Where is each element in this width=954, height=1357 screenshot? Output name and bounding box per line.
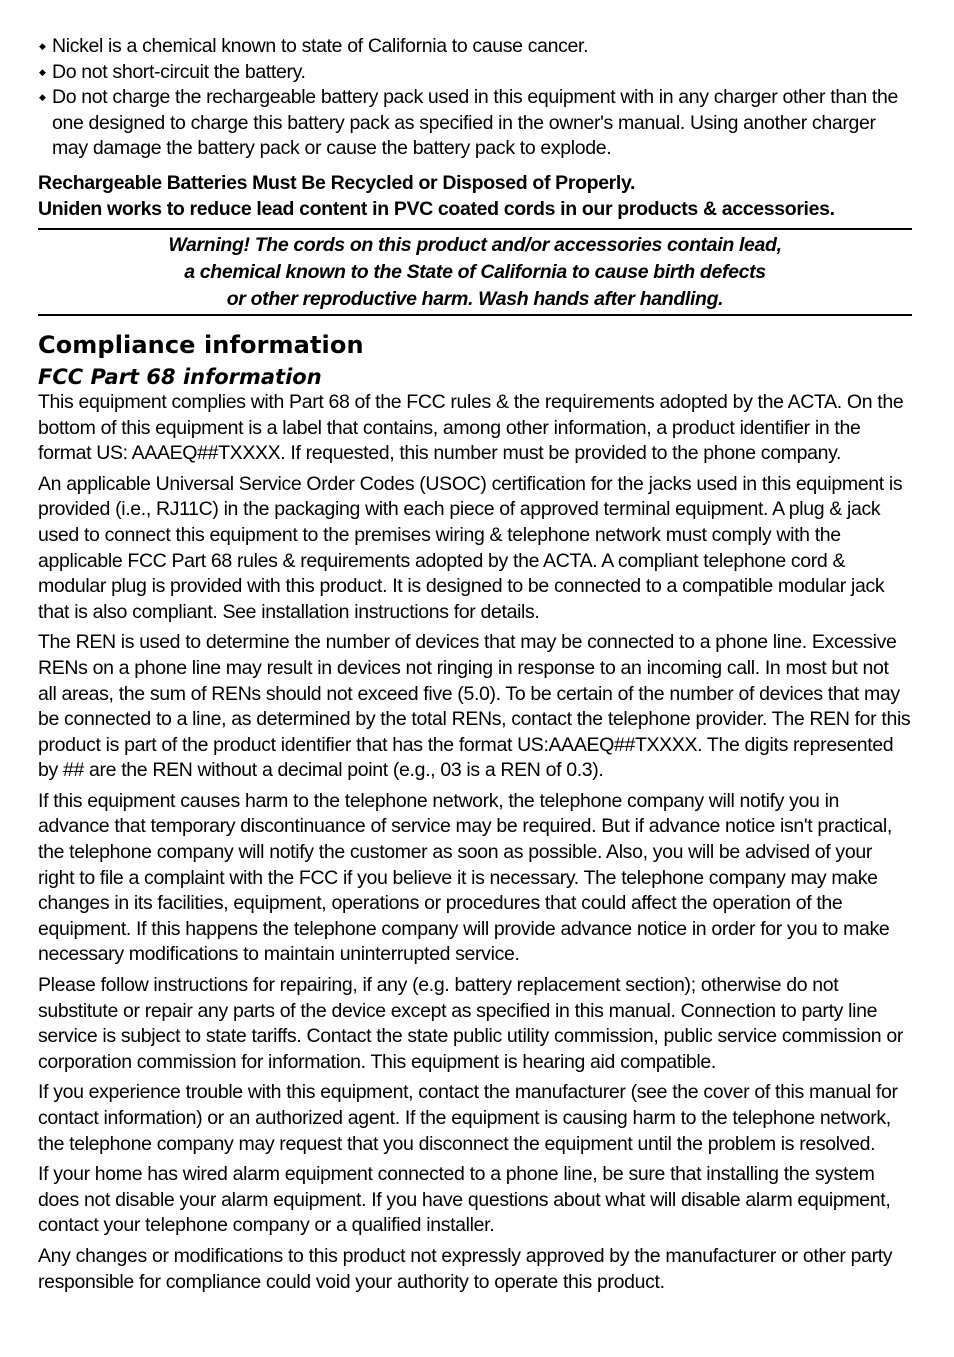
paragraph: Please follow instructions for repairing, if any (e.g. battery replacement section); otherwise do not substitute or repair any parts of the device except as specified in this manual. Connection to party line service is subject to state tariffs. Contact the state public utility commission, public service commission or corporation commission for information. This equipment is hearing aid compatible. (38, 974, 903, 1073)
fcc-body (38, 390, 912, 1295)
bullet-item: ◆ Nickel is a chemical known to state of California to cause cancer. (38, 34, 912, 60)
paragraph: If your home has wired alarm equipment connected to a phone line, be sure that installing the system does not disable your alarm equipment. If you have questions about what will disable alarm equipment, contact your telephone company or a qualified installer. (38, 1163, 891, 1237)
warning-line: Warning! The cords on this product and/or accessories contain lead, (168, 233, 782, 256)
paragraph: The REN is used to determine the number of devices that may be connected to a phone line. Excessive RENs on a phone line may result in devices not ringing in response to an incoming call. In most but not all areas, the sum of RENs should not exceed five (5.0). To be certain of the number of devices that may be connected to a line, as determined by the total RENs, contact the telephone provider. The REN for this product is part of the product identifier that has the format US:AAAEQ##TXXXX. The digits represented by ## are the REN without a decimal point (e.g., 03 is a REN of 0.3). (38, 631, 911, 782)
recycling-line: Rechargeable Batteries Must Be Recycled or Disposed of Properly. (38, 171, 636, 194)
section-heading: Compliance information (38, 330, 364, 359)
document-page (38, 34, 912, 1300)
section-subheading: FCC Part 68 information (38, 364, 322, 389)
lead-warning-box (38, 228, 912, 316)
warning-line: a chemical known to the State of California to cause birth defects (184, 260, 766, 283)
battery-warning-list (38, 34, 912, 162)
lead-content-line: Uniden works to reduce lead content in PVC coated cords in our products & accessories. (38, 197, 835, 220)
bullet-item: ◆ Do not short-circuit the battery. (38, 60, 912, 86)
recycling-notice (38, 170, 912, 222)
bullet-item: ◆ Do not charge the rechargeable battery pack used in this equipment with in any charger other than the one designed to charge this battery pack as specified in the owner's manual. Using another charger may damage the battery pack or cause the battery pack to explode. (38, 85, 912, 162)
paragraph: If this equipment causes harm to the telephone network, the telephone company will notify you in advance that temporary discontinuance of service may be required. But if advance notice isn't practical, the telephone company will notify the customer as soon as possible. Also, you will be advised of your right to file a complaint with the FCC if you believe it is necessary. The telephone company may make changes in its facilities, equipment, operations or procedures that could affect the operation of the equipment. If this happens the telephone company will provide advance notice in order for you to make necessary modifications to maintain uninterrupted service. (38, 789, 892, 966)
paragraph: This equipment complies with Part 68 of the FCC rules & the requirements adopted by the ACTA. On the bottom of this equipment is a label that contains, among other information, a product identifier in the format US: AAAEQ##TXXXX. If requested, this number must be provided to the phone company. (38, 390, 904, 465)
paragraph: If you experience trouble with this equipment, contact the manufacturer (see the cover of this manual for contact information) or an authorized agent. If the equipment is causing harm to the telephone network, the telephone company may request that you disconnect the equipment until the problem is resolved. (38, 1081, 898, 1155)
paragraph: Any changes or modifications to this product not expressly approved by the manufacturer or other party responsible for compliance could void your authority to operate this product. (38, 1244, 893, 1293)
paragraph: An applicable Universal Service Order Codes (USOC) certification for the jacks used in this equipment is provided (i.e., RJ11C) in the packaging with each piece of approved terminal equipment. A plug & jack used to connect this equipment to the premises wiring & telephone network must comply with the applicable FCC Part 68 rules & requirements adopted by the ACTA. A compliant telephone cord & modular plug is provided with this product. It is designed to be connected to a compatible modular jack that is also compliant. See installation instructions for details. (38, 472, 903, 623)
warning-line: or other reproductive harm. Wash hands after handling. (226, 287, 724, 310)
